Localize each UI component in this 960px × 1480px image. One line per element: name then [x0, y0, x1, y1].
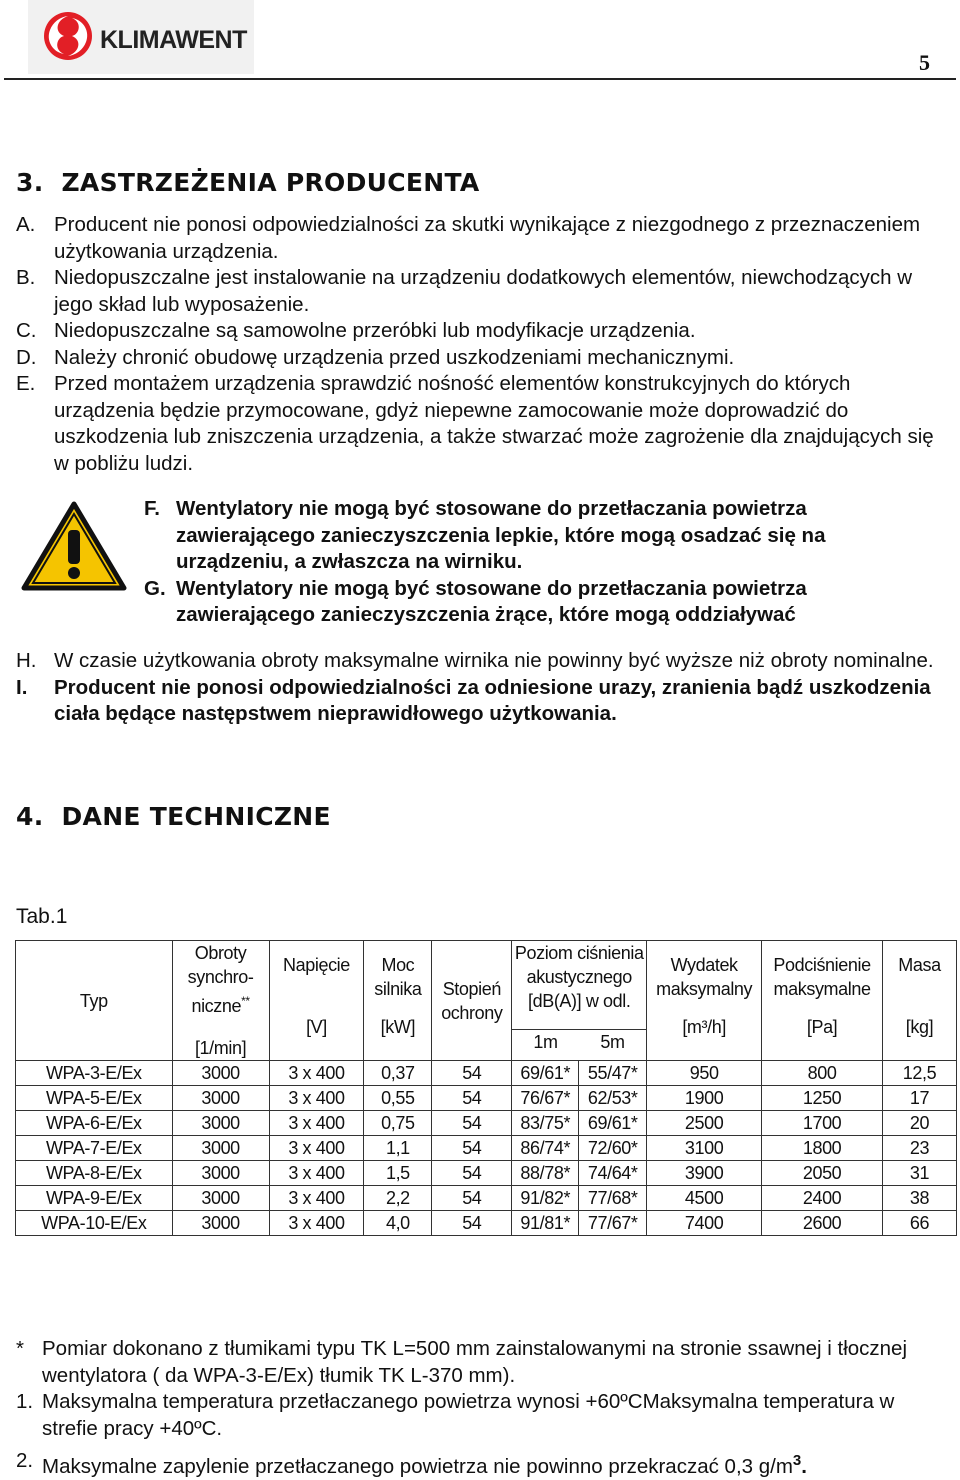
list-marker: A.	[16, 213, 36, 236]
section-number: 4.	[16, 802, 44, 831]
table-cell: 1700	[762, 1111, 883, 1136]
list-marker: C.	[16, 319, 37, 342]
table-cell: 3 x 400	[269, 1186, 364, 1211]
header-masa: Masa [kg]	[883, 941, 957, 1061]
page-number: 5	[919, 50, 930, 75]
list-item-text: Niedopuszczalne są samowolne przeróbki lub modyfikacje urządzenia.	[54, 319, 696, 342]
list-item-text: Przed montażem urządzenia sprawdzić nośność elementów konstrukcyjnych do których urządzenia będzie przymocowane, gdyż niepewne zamocowanie może doprowadzić do uszkodzenia lub zniszczenia urządzenia, a także stwarzać może zagrożenie dla znajdujących się w pobliżu ludzi.	[54, 372, 934, 475]
table-cell: 800	[762, 1061, 883, 1086]
table-cell: 3 x 400	[269, 1211, 364, 1236]
list-item	[16, 648, 936, 675]
table-cell: 3 x 400	[269, 1161, 364, 1186]
table-cell: WPA-8-E/Ex	[16, 1161, 173, 1186]
footnote-marker: 2.	[16, 1449, 34, 1472]
list-marker: D.	[16, 345, 37, 369]
list-item	[144, 496, 924, 576]
list-marker: I.	[16, 675, 28, 699]
footnote-tail: .	[801, 1454, 807, 1478]
table-cell: 77/68*	[579, 1186, 647, 1211]
table-cell: 2400	[762, 1186, 883, 1211]
table-cell: 23	[883, 1136, 957, 1161]
footnote	[16, 1448, 936, 1480]
logo	[28, 0, 254, 74]
list-marker: G.	[144, 576, 166, 600]
table-cell: 72/60*	[579, 1136, 647, 1161]
table-cell: 54	[432, 1061, 512, 1086]
table-cell: 54	[432, 1186, 512, 1211]
list-marker: F.	[144, 497, 160, 520]
table-row	[16, 1136, 957, 1161]
list-item-text: Wentylatory nie mogą być stosowane do przetłaczania powietrza zawierającego zanieczyszczenia lepkie, które mogą osadzać się na urządzeniu, a zwłaszcza na wirniku.	[176, 497, 826, 573]
table-cell: 4500	[647, 1186, 762, 1211]
list-marker: B.	[16, 266, 36, 289]
table-cell: 76/67*	[512, 1086, 579, 1111]
table-row	[16, 1211, 957, 1236]
table-cell: 950	[647, 1061, 762, 1086]
footnote-superscript: 3	[792, 1452, 802, 1469]
table-cell: 20	[883, 1111, 957, 1136]
table-cell: 83/75*	[512, 1111, 579, 1136]
table-cell: 66	[883, 1211, 957, 1236]
footnote-marker: *	[16, 1337, 24, 1360]
list-item	[16, 265, 936, 318]
table-cell: 3000	[172, 1136, 269, 1161]
header-wydatek: Wydatek maksymalny [m³/h]	[647, 941, 762, 1061]
disclaimer-list-continued	[16, 648, 936, 728]
logo-text: KLIMAWENT	[100, 26, 247, 54]
footnote	[16, 1389, 936, 1442]
table-cell: 3000	[172, 1211, 269, 1236]
table-row	[16, 1061, 957, 1086]
table-cell: 3000	[172, 1111, 269, 1136]
table-cell: 54	[432, 1161, 512, 1186]
table-cell: 1800	[762, 1136, 883, 1161]
header-obroty: Obroty synchro-niczne** [1/min]	[172, 941, 269, 1061]
list-item	[16, 345, 936, 372]
table-row	[16, 1111, 957, 1136]
table-cell: 91/81*	[512, 1211, 579, 1236]
unit-podcisnienie: [Pa]	[806, 1017, 838, 1037]
table-cell: 0,55	[364, 1086, 432, 1111]
header-stopien: Stopień ochrony	[432, 941, 512, 1061]
header-poziom: Poziom ciśnienia akustycznego [dB(A)] w odl.	[512, 941, 647, 1030]
table-cell: 3000	[172, 1186, 269, 1211]
table-cell: 69/61*	[512, 1061, 579, 1086]
list-item	[144, 576, 924, 629]
disclaimer-list	[16, 212, 936, 477]
warning-list	[144, 496, 924, 629]
table-cell: 1,5	[364, 1161, 432, 1186]
table-row	[16, 1186, 957, 1211]
table-cell: 69/61*	[579, 1111, 647, 1136]
table-cell: 1250	[762, 1086, 883, 1111]
header-typ: Typ	[16, 941, 173, 1061]
table-cell: 62/53*	[579, 1086, 647, 1111]
table-cell: 3000	[172, 1086, 269, 1111]
list-item	[16, 212, 936, 265]
section-3-title	[16, 168, 480, 197]
table-cell: 1900	[647, 1086, 762, 1111]
section-title-text: DANE TECHNICZNE	[61, 802, 331, 831]
technical-data-table	[15, 940, 957, 1236]
list-marker: E.	[16, 372, 36, 395]
page-header	[0, 0, 960, 80]
table-cell: 3 x 400	[269, 1136, 364, 1161]
footnotes	[16, 1336, 936, 1480]
table-cell: 38	[883, 1186, 957, 1211]
footnote-text: Maksymalne zapylenie przetłaczanego powietrza nie powinno przekraczać 0,3 g/m	[42, 1454, 793, 1478]
table-cell: 3000	[172, 1161, 269, 1186]
table-cell: WPA-7-E/Ex	[16, 1136, 173, 1161]
table-cell: 3 x 400	[269, 1111, 364, 1136]
table-cell: 1,1	[364, 1136, 432, 1161]
table-cell: 0,37	[364, 1061, 432, 1086]
header-moc: Moc silnika [kW]	[364, 941, 432, 1061]
table-cell: 77/67*	[579, 1211, 647, 1236]
table-cell: 86/74*	[512, 1136, 579, 1161]
table-cell: 2500	[647, 1111, 762, 1136]
table-cell: 17	[883, 1086, 957, 1111]
table-header-row	[16, 941, 957, 1030]
table-cell: 2050	[762, 1161, 883, 1186]
list-item-text: Należy chronić obudowę urządzenia przed uszkodzeniami mechanicznymi.	[54, 345, 735, 369]
table-label: Tab.1	[16, 905, 68, 928]
footnote-text: Maksymalna temperatura przetłaczanego powietrza wynosi +60ºCMaksymalna temperatura w strefie pracy +40ºC.	[42, 1390, 895, 1440]
table-cell: WPA-10-E/Ex	[16, 1211, 173, 1236]
table-cell: WPA-6-E/Ex	[16, 1111, 173, 1136]
table-row	[16, 1161, 957, 1186]
table-body	[16, 1061, 957, 1236]
table-cell: 91/82*	[512, 1186, 579, 1211]
table-cell: WPA-5-E/Ex	[16, 1086, 173, 1111]
table-cell: 54	[432, 1086, 512, 1111]
list-item-text: W czasie użytkowania obroty maksymalne wirnika nie powinny być wyższe niż obroty nominalne.	[54, 649, 934, 672]
table-cell: 0,75	[364, 1111, 432, 1136]
unit-wydatek: [m³/h]	[682, 1017, 726, 1037]
footnote-text: Pomiar dokonano z tłumikami typu TK L=500 mm zainstalowanymi na stronie ssawnej i tłocznej wentylatora ( da WPA-3-E/Ex) tłumik TK L-370 mm).	[42, 1337, 908, 1387]
table-cell: 12,5	[883, 1061, 957, 1086]
table-row	[16, 1086, 957, 1111]
table-cell: WPA-9-E/Ex	[16, 1186, 173, 1211]
footnote-marker: 1.	[16, 1390, 34, 1413]
table-cell: WPA-3-E/Ex	[16, 1061, 173, 1086]
list-item-text: Producent nie ponosi odpowiedzialności za skutki wynikające z niezgodnego z przeznaczeniem użytkowania urządzenia.	[54, 213, 921, 263]
table-cell: 3100	[647, 1136, 762, 1161]
header-divider	[4, 78, 956, 80]
list-item	[16, 675, 936, 728]
warning-triangle-icon	[20, 500, 128, 592]
table-cell: 54	[432, 1211, 512, 1236]
header-1m: 1m	[512, 1030, 579, 1061]
unit-obroty: [1/min]	[194, 1038, 247, 1058]
list-marker: H.	[16, 649, 37, 672]
list-item	[16, 318, 936, 345]
table-cell: 3900	[647, 1161, 762, 1186]
section-title-text: ZASTRZEŻENIA PRODUCENTA	[61, 168, 480, 197]
table-cell: 3 x 400	[269, 1086, 364, 1111]
klimawent-logo-icon	[42, 10, 94, 62]
unit-masa: [kg]	[905, 1017, 934, 1037]
table-cell: 54	[432, 1136, 512, 1161]
table-cell: 3 x 400	[269, 1061, 364, 1086]
table-cell: 31	[883, 1161, 957, 1186]
footnote	[16, 1336, 936, 1389]
unit-moc: [kW]	[380, 1017, 416, 1037]
list-item	[16, 371, 936, 477]
table-cell: 4,0	[364, 1211, 432, 1236]
table-cell: 7400	[647, 1211, 762, 1236]
section-number: 3.	[16, 168, 44, 197]
list-item-text: Niedopuszczalne jest instalowanie na urządzeniu dodatkowych elementów, niewchodzących w jego skład lub wyposażenie.	[54, 266, 913, 316]
table-cell: 54	[432, 1111, 512, 1136]
list-item-text: Wentylatory nie mogą być stosowane do przetłaczania powietrza zawierającego zanieczyszczenia żrące, które mogą oddziaływać	[176, 576, 807, 626]
header-5m: 5m	[579, 1030, 647, 1061]
header-napiecie: Napięcie [V]	[269, 941, 364, 1061]
unit-napiecie: [V]	[306, 1017, 327, 1037]
table-cell: 2,2	[364, 1186, 432, 1211]
table-cell: 88/78*	[512, 1161, 579, 1186]
section-4-title	[16, 802, 331, 831]
table-cell: 55/47*	[579, 1061, 647, 1086]
list-item-text: Producent nie ponosi odpowiedzialności za odniesione urazy, zranienia bądź uszkodzenia ciała będące następstwem nieprawidłowego użytkowania.	[54, 675, 931, 725]
table-cell: 74/64*	[579, 1161, 647, 1186]
table-cell: 3000	[172, 1061, 269, 1086]
table-cell: 2600	[762, 1211, 883, 1236]
header-podcisnienie: Podciśnienie maksymalne [Pa]	[762, 941, 883, 1061]
